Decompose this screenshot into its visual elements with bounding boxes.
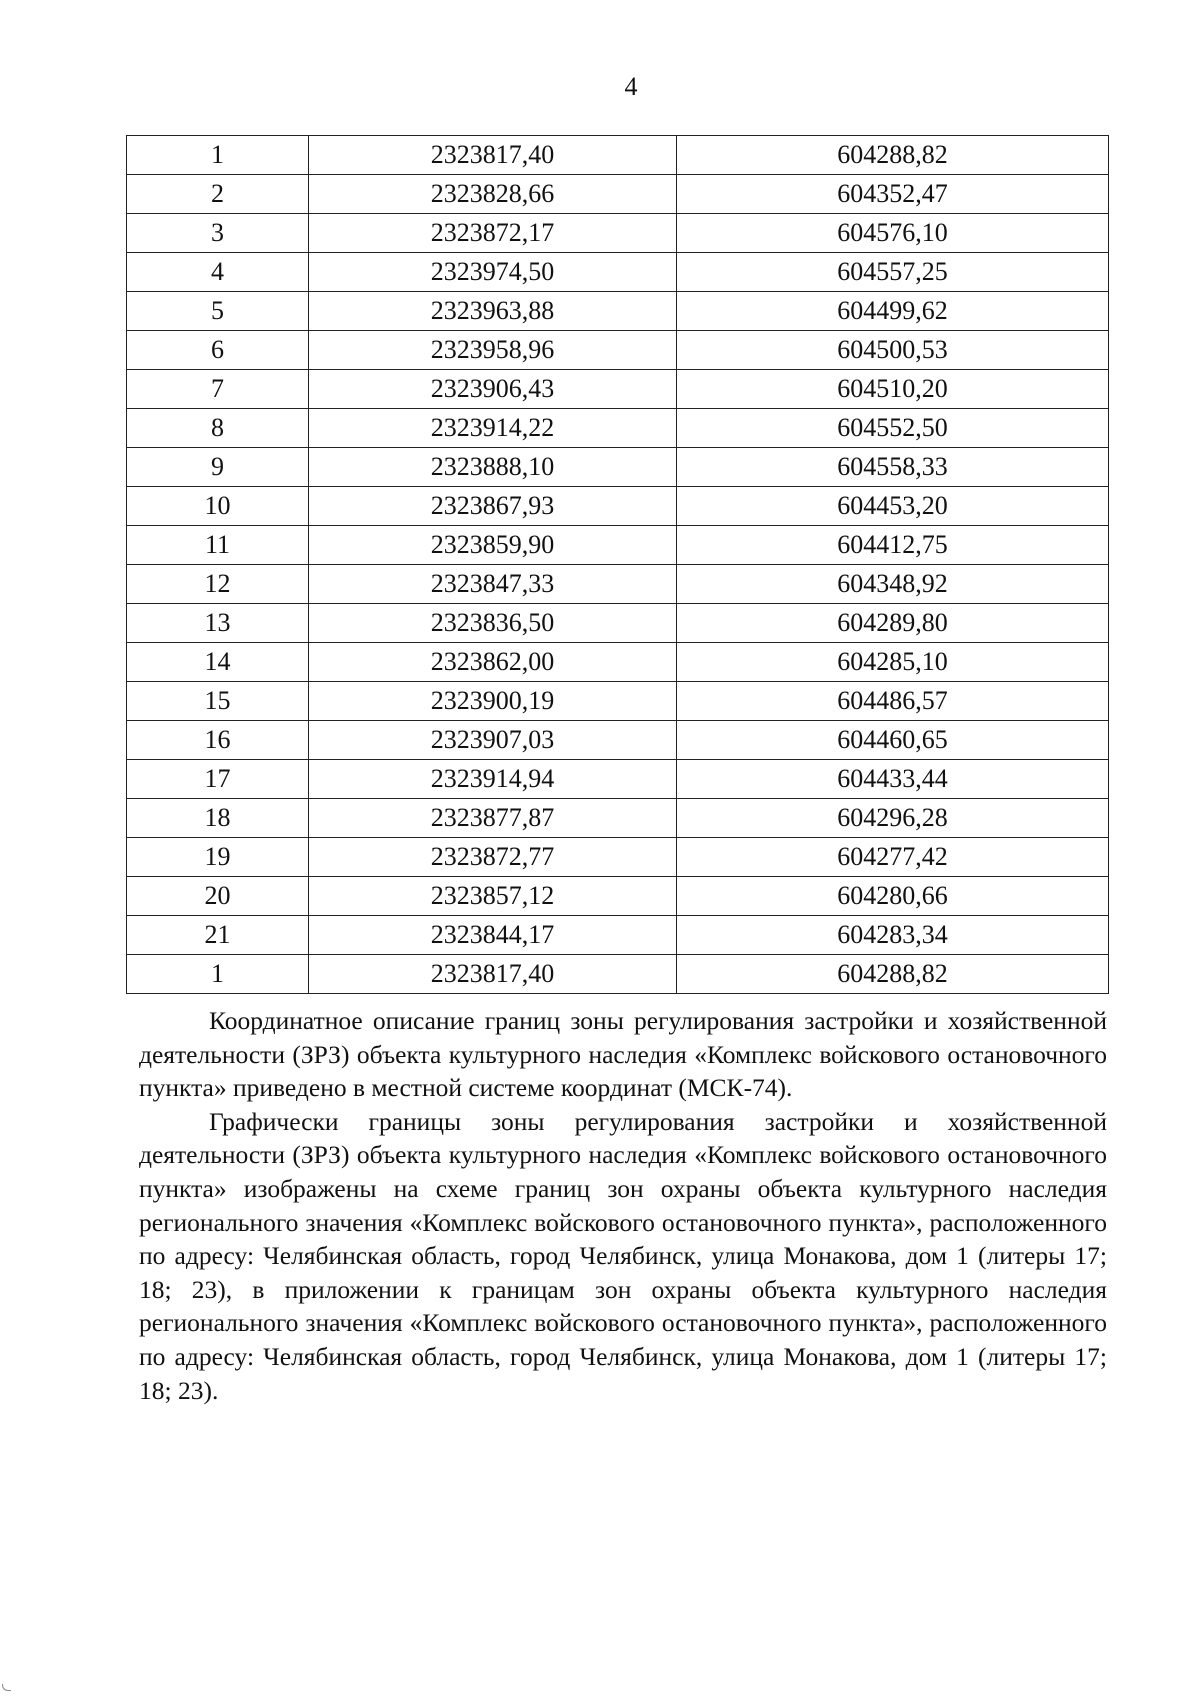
x-coordinate-cell: 2323958,96 <box>309 331 677 370</box>
table-row <box>127 877 1109 916</box>
paragraph-coordinate-description: Координатное описание границ зоны регулирования застройки и хозяйственной деятельности (ЗРЗ) объекта культурного наследия «Комплекс войскового остановочного пункта» приведено в местной системе координат (МСК-74). <box>139 1006 1107 1103</box>
x-coordinate-cell: 2323872,77 <box>309 838 677 877</box>
coordinates-table <box>126 135 1109 994</box>
table-row <box>127 721 1109 760</box>
y-coordinate-cell: 604486,57 <box>677 682 1109 721</box>
y-coordinate-cell: 604289,80 <box>677 604 1109 643</box>
y-coordinate-cell: 604283,34 <box>677 916 1109 955</box>
table-row <box>127 136 1109 175</box>
x-coordinate-cell: 2323844,17 <box>309 916 677 955</box>
point-number-cell: 3 <box>127 214 309 253</box>
point-number-cell: 8 <box>127 409 309 448</box>
point-number-cell: 5 <box>127 292 309 331</box>
point-number-cell: 15 <box>127 682 309 721</box>
x-coordinate-cell: 2323914,22 <box>309 409 677 448</box>
table-row <box>127 565 1109 604</box>
y-coordinate-cell: 604576,10 <box>677 214 1109 253</box>
table-row <box>127 799 1109 838</box>
y-coordinate-cell: 604433,44 <box>677 760 1109 799</box>
x-coordinate-cell: 2323888,10 <box>309 448 677 487</box>
y-coordinate-cell: 604499,62 <box>677 292 1109 331</box>
y-coordinate-cell: 604510,20 <box>677 370 1109 409</box>
page-number: 4 <box>624 72 638 101</box>
y-coordinate-cell: 604288,82 <box>677 136 1109 175</box>
point-number-cell: 9 <box>127 448 309 487</box>
point-number-cell: 13 <box>127 604 309 643</box>
x-coordinate-cell: 2323862,00 <box>309 643 677 682</box>
point-number-cell: 18 <box>127 799 309 838</box>
table-row <box>127 682 1109 721</box>
table-row <box>127 526 1109 565</box>
point-number-cell: 20 <box>127 877 309 916</box>
point-number-cell: 1 <box>127 955 309 994</box>
point-number-cell: 7 <box>127 370 309 409</box>
y-coordinate-cell: 604500,53 <box>677 331 1109 370</box>
point-number-cell: 6 <box>127 331 309 370</box>
y-coordinate-cell: 604412,75 <box>677 526 1109 565</box>
point-number-cell: 10 <box>127 487 309 526</box>
x-coordinate-cell: 2323900,19 <box>309 682 677 721</box>
table-row <box>127 214 1109 253</box>
point-number-cell: 4 <box>127 253 309 292</box>
y-coordinate-cell: 604296,28 <box>677 799 1109 838</box>
point-number-cell: 1 <box>127 136 309 175</box>
x-coordinate-cell: 2323906,43 <box>309 370 677 409</box>
scan-artifact-mark <box>2 1684 11 1691</box>
x-coordinate-cell: 2323857,12 <box>309 877 677 916</box>
table-row <box>127 838 1109 877</box>
table-row <box>127 331 1109 370</box>
y-coordinate-cell: 604552,50 <box>677 409 1109 448</box>
x-coordinate-cell: 2323877,87 <box>309 799 677 838</box>
table-row <box>127 643 1109 682</box>
y-coordinate-cell: 604280,66 <box>677 877 1109 916</box>
y-coordinate-cell: 604558,33 <box>677 448 1109 487</box>
x-coordinate-cell: 2323836,50 <box>309 604 677 643</box>
x-coordinate-cell: 2323847,33 <box>309 565 677 604</box>
table-row <box>127 292 1109 331</box>
x-coordinate-cell: 2323907,03 <box>309 721 677 760</box>
x-coordinate-cell: 2323974,50 <box>309 253 677 292</box>
y-coordinate-cell: 604557,25 <box>677 253 1109 292</box>
y-coordinate-cell: 604460,65 <box>677 721 1109 760</box>
y-coordinate-cell: 604453,20 <box>677 487 1109 526</box>
table-row <box>127 175 1109 214</box>
table-row <box>127 487 1109 526</box>
y-coordinate-cell: 604285,10 <box>677 643 1109 682</box>
body-text <box>139 1004 1107 1407</box>
x-coordinate-cell: 2323867,93 <box>309 487 677 526</box>
point-number-cell: 21 <box>127 916 309 955</box>
table-row <box>127 955 1109 994</box>
point-number-cell: 19 <box>127 838 309 877</box>
x-coordinate-cell: 2323817,40 <box>309 136 677 175</box>
y-coordinate-cell: 604348,92 <box>677 565 1109 604</box>
y-coordinate-cell: 604352,47 <box>677 175 1109 214</box>
x-coordinate-cell: 2323872,17 <box>309 214 677 253</box>
point-number-cell: 12 <box>127 565 309 604</box>
x-coordinate-cell: 2323817,40 <box>309 955 677 994</box>
table-row <box>127 916 1109 955</box>
x-coordinate-cell: 2323963,88 <box>309 292 677 331</box>
point-number-cell: 17 <box>127 760 309 799</box>
point-number-cell: 2 <box>127 175 309 214</box>
y-coordinate-cell: 604288,82 <box>677 955 1109 994</box>
point-number-cell: 11 <box>127 526 309 565</box>
table-row <box>127 370 1109 409</box>
point-number-cell: 16 <box>127 721 309 760</box>
table-row <box>127 409 1109 448</box>
table-row <box>127 760 1109 799</box>
x-coordinate-cell: 2323828,66 <box>309 175 677 214</box>
paragraph-graphic-boundaries: Графически границы зоны регулирования застройки и хозяйственной деятельности (ЗРЗ) объекта культурного наследия «Комплекс войскового остановочного пункта» изображены на схеме границ зон охраны объекта культурного наследия регионального значения «Комплекс войскового остановочного пункта», расположенного по адресу: Челябинская область, город Челябинск, улица Монакова, дом 1 (литеры 17; 18; 23), в приложении к границам зон охраны объекта культурного наследия регионального значения «Комплекс войскового остановочного пункта», расположенного по адресу: Челябинская область, город Челябинск, улица Монакова, дом 1 (литеры 17; 18; 23). <box>139 1106 1107 1405</box>
x-coordinate-cell: 2323914,94 <box>309 760 677 799</box>
point-number-cell: 14 <box>127 643 309 682</box>
y-coordinate-cell: 604277,42 <box>677 838 1109 877</box>
coordinates-table-body <box>127 136 1109 994</box>
x-coordinate-cell: 2323859,90 <box>309 526 677 565</box>
table-row <box>127 448 1109 487</box>
table-row <box>127 253 1109 292</box>
table-row <box>127 604 1109 643</box>
